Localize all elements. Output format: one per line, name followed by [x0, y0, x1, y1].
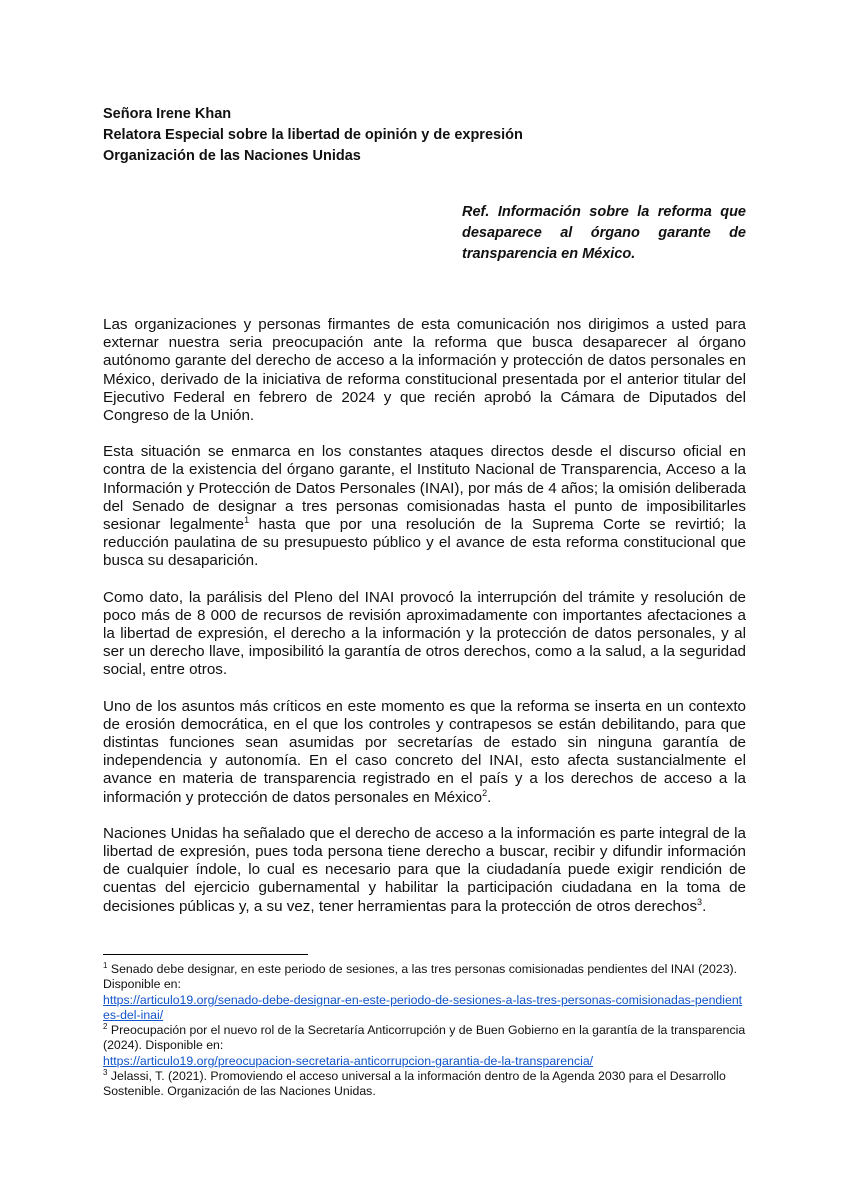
paragraph-4-text-a: Uno de los asuntos más críticos en este momento es que la reforma se inserta en un contexto de erosión democrática, en el que los controles y contrapesos se están debilitando, para que distintas funciones sean asumidas por secretarías de estado sin ninguna garantía de independencia y autonomía. En el caso concreto del INAI, esto afecta sustancialmente el avance en materia de transparencia registrado en el país y a los derechos de acceso a la información y protección de datos personales en México — [103, 697, 746, 806]
paragraph-5-text-b: . — [702, 897, 707, 915]
footnote-2 — [103, 1023, 748, 1069]
paragraph-5 — [103, 825, 746, 916]
paragraph-2 — [103, 443, 746, 570]
footnote-link[interactable]: https://articulo19.org/preocupacion-secretaria-anticorrupcion-garantia-de-la-transparencia/ — [103, 1053, 594, 1068]
addressee-title: Relatora Especial sobre la libertad de opinión y de expresión — [103, 127, 523, 143]
footnote-ref-3[interactable]: 3 — [697, 896, 703, 907]
footnote-text: Preocupación por el nuevo rol de la Secretaría Anticorrupción y de Buen Gobierno en la garantía de la transparencia (2024). Disponible en: — [103, 1023, 746, 1053]
footnote-number: 2 — [103, 1022, 108, 1032]
footnote-1 — [103, 962, 748, 1023]
footnote-link[interactable]: https://articulo19.org/senado-debe-designar-en-este-periodo-de-sesiones-a-las-tres-personas-comisionadas-pendientes-del-inai/ — [103, 992, 743, 1022]
footnote-text: Senado debe designar, en este periodo de sesiones, a las tres personas comisionadas pendientes del INAI (2023). Disponible en: — [103, 962, 738, 992]
footnote-ref-1[interactable]: 1 — [244, 514, 250, 525]
paragraph-5-text-a: Naciones Unidas ha señalado que el derecho de acceso a la información es parte integral de la libertad de expresión, pues toda persona tiene derecho a buscar, recibir y difundir información de cualquier índole, lo cual es necesario para que la ciudadanía puede exigir rendición de cuentas del ejercicio gubernamental y habilitar la participación ciudadana en la toma de decisiones públicas y, a su vez, tener herramientas para la protección de otros derechos — [103, 824, 746, 915]
paragraph-4-text-b: . — [487, 788, 492, 806]
reference-line: Ref. Información sobre la reforma que desaparece al órgano garante de transparencia en México. — [462, 204, 746, 262]
paragraph-4 — [103, 698, 746, 807]
paragraph-3: Como dato, la parálisis del Pleno del INAI provocó la interrupción del trámite y resolución de poco más de 8 000 de recursos de revisión aproximadamente con importantes afectaciones a la libertad de expresión, el derecho a la información y la protección de datos personales, y al ser un derecho llave, imposibilitó la garantía de otros derechos, como a la salud, a la seguridad social, entre otros. — [103, 588, 746, 679]
addressee-block — [103, 104, 523, 167]
footnotes — [103, 962, 748, 1100]
paragraph-1: Las organizaciones y personas firmantes de esta comunicación nos dirigimos a usted para externar nuestra seria preocupación ante la reforma que busca desaparecer al órgano autónomo garante del derecho de acceso a la información y protección de datos personales en México, derivado de la iniciativa de reforma constitucional presentada por el anterior titular del Ejecutivo Federal en febrero de 2024 y que recién aprobó la Cámara de Diputados del Congreso de la Unión. — [103, 316, 746, 425]
footnote-text: Jelassi, T. (2021). Promoviendo el acceso universal a la información dentro de la Agenda 2030 para el Desarrollo Sostenible. Organización de las Naciones Unidas. — [103, 1069, 726, 1099]
addressee-organization: Organización de las Naciones Unidas — [103, 148, 361, 164]
footnote-ref-2[interactable]: 2 — [482, 787, 488, 798]
paragraph-2-text-b: hasta que por una resolución de la Suprema Corte se revirtió; la reducción paulatina de su presupuesto público y el avance de esta reforma constitucional que busca su desaparición. — [103, 516, 746, 570]
addressee-name: Señora Irene Khan — [103, 106, 232, 122]
footnote-number: 3 — [103, 1067, 108, 1077]
footnote-divider — [103, 954, 308, 955]
letter-body — [103, 316, 746, 934]
paragraph-2-text-a: Esta situación se enmarca en los constantes ataques directos desde el discurso oficial en contra de la existencia del órgano garante, el Instituto Nacional de Transparencia, Acceso a la Información y Protección de Datos Personales (INAI), por más de 4 años; la omisión deliberada del Senado de designar a tres personas comisionadas hasta el punto de imposibilitarles sesionar legalmente — [103, 443, 746, 534]
footnote-3 — [103, 1069, 748, 1100]
footnote-number: 1 — [103, 960, 108, 970]
